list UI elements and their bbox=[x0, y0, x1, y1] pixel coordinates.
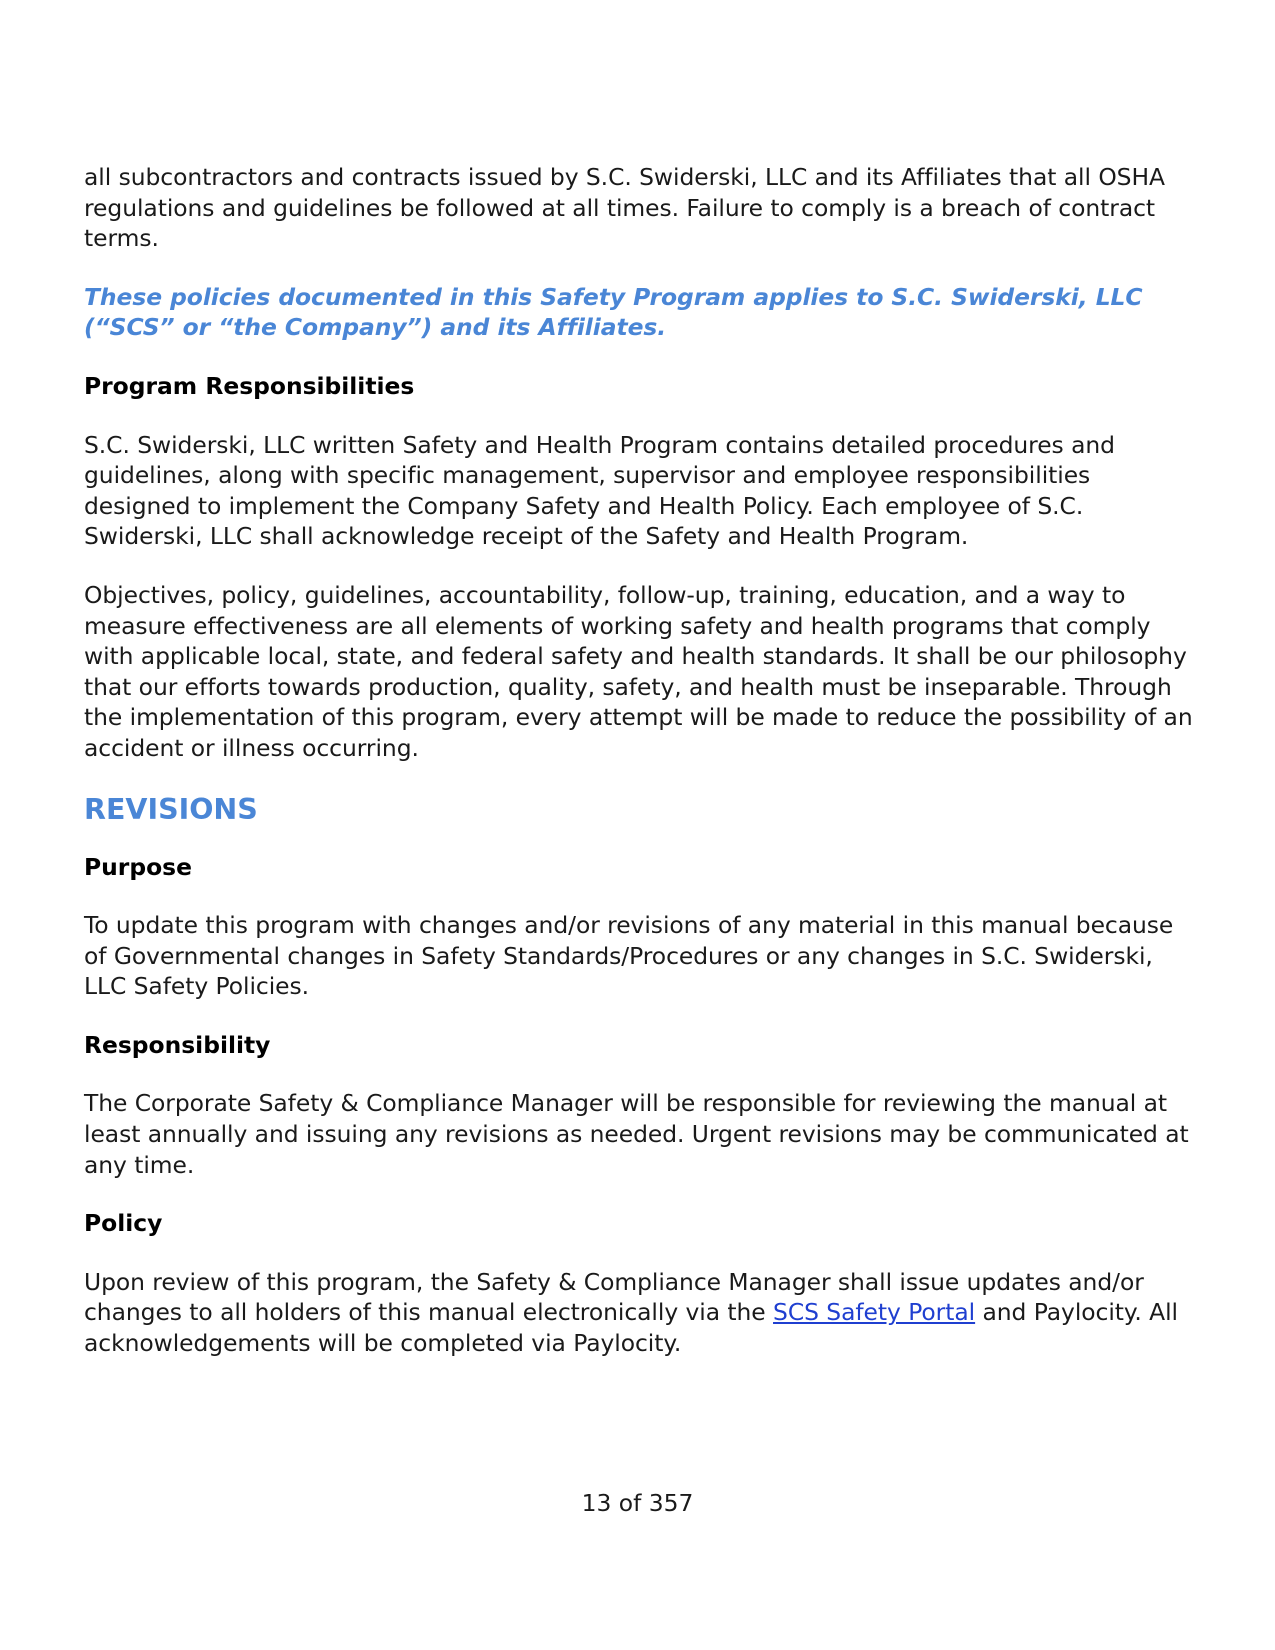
policy-text-after-link: and Paylocity. All acknowledgements will be completed via Paylocity. bbox=[84, 1298, 1178, 1358]
program-responsibilities-heading: Program Responsibilities bbox=[84, 371, 415, 400]
program-responsibilities-paragraph-2: Objectives, policy, guidelines, accountability, follow-up, training, education, and a way to measure effectiveness are all elements of working safety and health programs that comply with applicable local, state, and federal safety and health standards. It shall be our philosophy that our efforts towards production, quality, safety, and health must be inseparable. Through the implementation of this program, every attempt will be made to reduce the possibility of an accident or illness occurring. bbox=[84, 580, 1193, 762]
scs-safety-portal-link[interactable]: SCS Safety Portal bbox=[773, 1298, 976, 1327]
applies-note: These policies documented in this Safety Program applies to S.C. Swiderski, LLC (“SCS” or “the Company”) and its Affiliates. bbox=[84, 282, 1143, 342]
document-page bbox=[84, 162, 1194, 1387]
policy-text-before-link: Upon review of this program, the Safety & Compliance Manager shall issue updates and/or changes to all holders of this manual electronically via the bbox=[84, 1267, 1144, 1327]
responsibility-heading: Responsibility bbox=[84, 1030, 271, 1059]
intro-paragraph: all subcontractors and contracts issued by S.C. Swiderski, LLC and its Affiliates that all OSHA regulations and guidelines be followed at all times. Failure to comply is a breach of contract terms. bbox=[84, 163, 1165, 253]
page-number: 13 of 357 bbox=[581, 1489, 694, 1517]
policy-heading: Policy bbox=[84, 1209, 163, 1238]
revisions-heading: REVISIONS bbox=[84, 792, 258, 826]
responsibility-paragraph: The Corporate Safety & Compliance Manager will be responsible for reviewing the manual at least annually and issuing any revisions as needed. Urgent revisions may be communicated at any time. bbox=[84, 1089, 1189, 1179]
program-responsibilities-paragraph-1: S.C. Swiderski, LLC written Safety and Health Program contains detailed procedures and guidelines, along with specific management, supervisor and employee responsibilities designed to implement the Company Safety and Health Policy. Each employee of S.C. Swiderski, LLC shall acknowledge receipt of the Safety and Health Program. bbox=[84, 430, 1115, 551]
purpose-paragraph: To update this program with changes and/or revisions of any material in this manual because of Governmental changes in Safety Standards/Procedures or any changes in S.C. Swiderski, LLC Safety Policies. bbox=[84, 911, 1174, 1001]
policy-paragraph bbox=[84, 1267, 1194, 1359]
purpose-heading: Purpose bbox=[84, 852, 192, 881]
